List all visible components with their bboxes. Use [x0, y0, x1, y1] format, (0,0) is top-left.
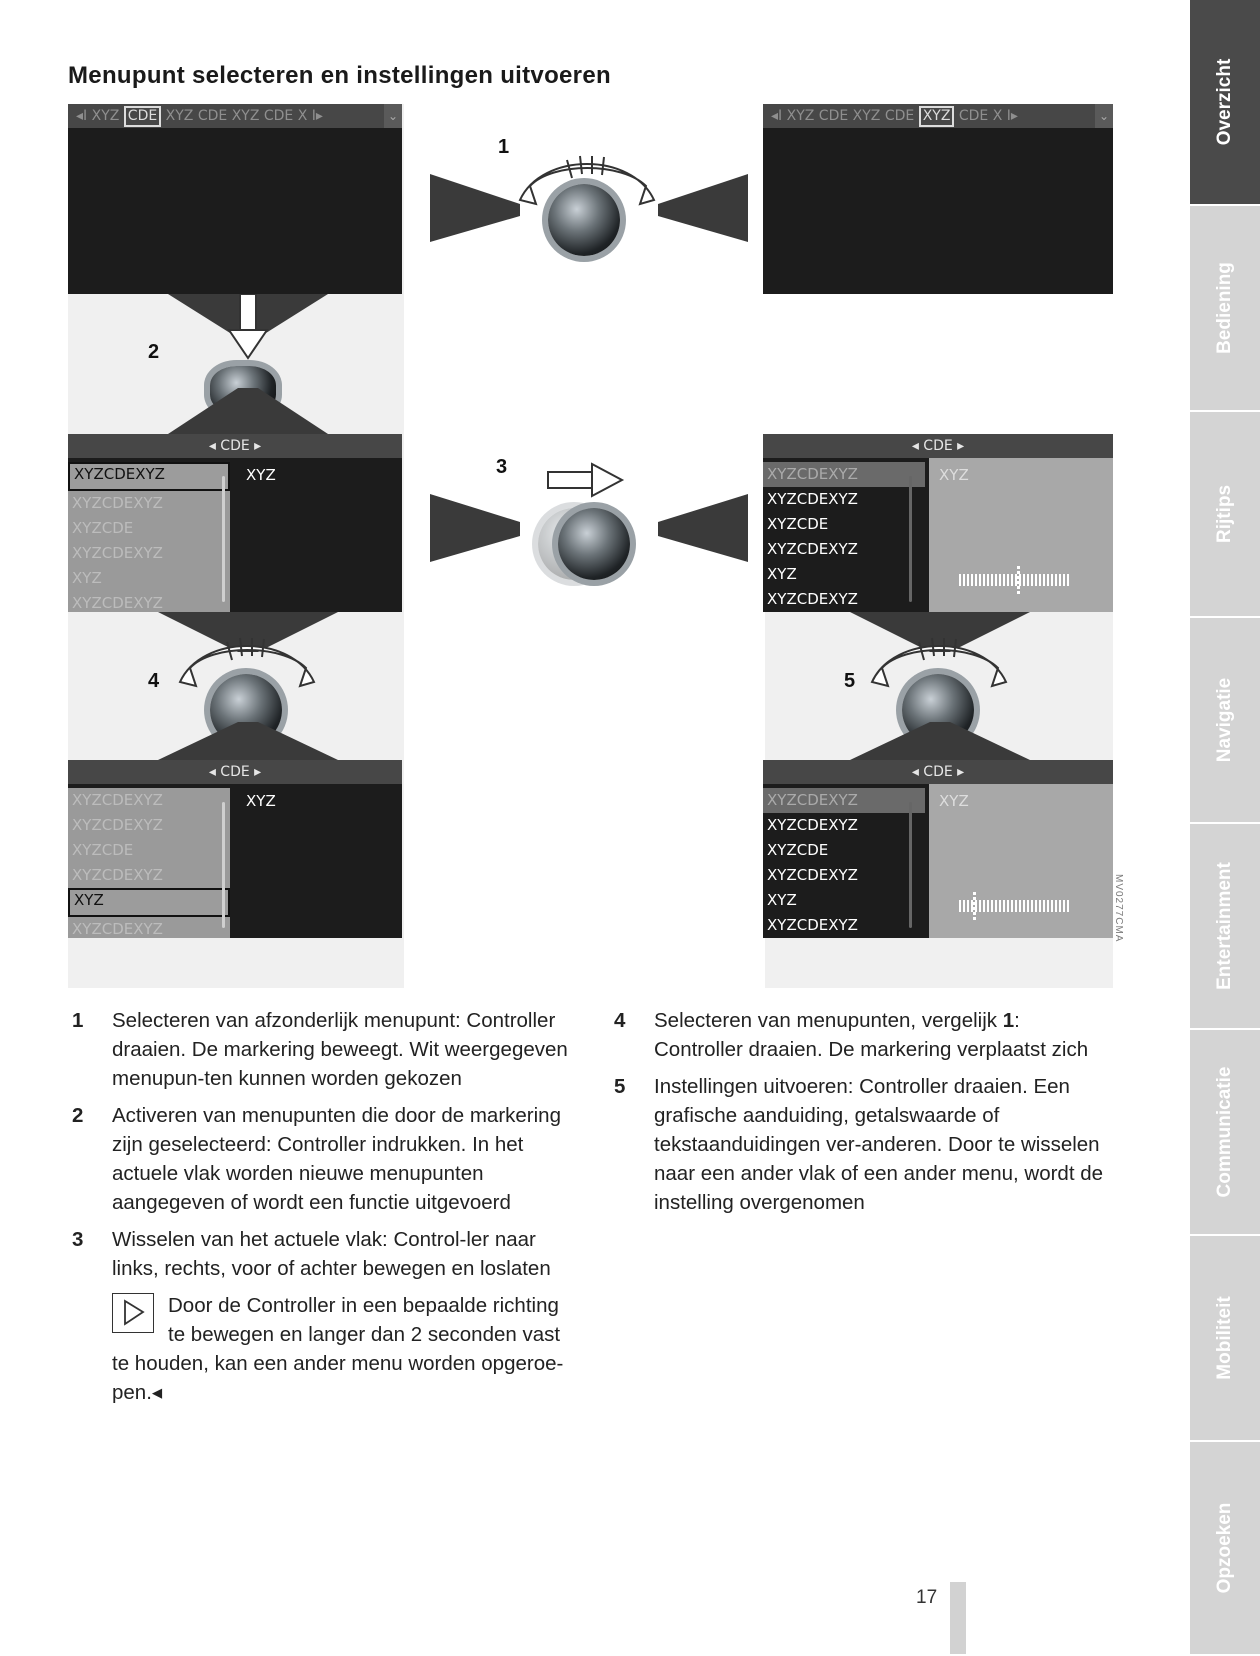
menu-bar-text: CDE X I▸: [954, 108, 1018, 124]
menu-bar: [763, 104, 1113, 128]
tab-navigatie[interactable]: [1190, 618, 1260, 824]
list-item[interactable]: XYZ: [68, 888, 230, 917]
menu-list: [763, 462, 925, 612]
value-pane: [236, 784, 402, 938]
entry-number: 3: [72, 1228, 84, 1251]
flare-bottom-icon: [850, 720, 1030, 760]
value-pane: [929, 784, 1113, 938]
value-slider[interactable]: [959, 574, 1069, 586]
figure-code: MV0277CMA: [1113, 874, 1124, 943]
entry-number: 2: [72, 1104, 84, 1127]
scroll-icon: ⌄: [384, 104, 402, 128]
tab-entertainment[interactable]: [1190, 824, 1260, 1030]
value-label: XYZ: [939, 466, 969, 484]
press-arrow-icon: [223, 294, 273, 364]
value-label: XYZ: [246, 466, 276, 484]
scrollbar[interactable]: [218, 464, 230, 612]
tab-label: Bediening: [1214, 262, 1235, 354]
list-item[interactable]: XYZCDEXYZ: [767, 540, 858, 558]
note-block: [70, 1291, 570, 1407]
step-number-3: 3: [496, 456, 508, 478]
tab-label: Mobiliteit: [1214, 1296, 1235, 1380]
list-entry: [70, 1006, 570, 1093]
step-number-4: 4: [148, 670, 160, 692]
list-item[interactable]: XYZCDE: [767, 515, 829, 533]
page-title: Menupunt selecteren en instellingen uitvoeren: [68, 62, 611, 89]
list-item[interactable]: XYZCDEXYZ: [72, 866, 163, 884]
list-item[interactable]: XYZCDEXYZ: [763, 462, 925, 487]
list-item[interactable]: XYZCDEXYZ: [767, 816, 858, 834]
entry-text: Wisselen van het actuele vlak: Control-ler naar links, rechts, voor of achter bewegen en loslaten: [112, 1228, 551, 1280]
step-number-2: 2: [148, 341, 160, 363]
submenu-header: ◂ CDE ▸: [763, 760, 1113, 784]
list-item[interactable]: XYZCDEXYZ: [763, 788, 925, 813]
tab-rijtips[interactable]: [1190, 412, 1260, 618]
submenu-header: ◂ CDE ▸: [68, 760, 402, 784]
controller-figure: [68, 104, 1124, 988]
list-item[interactable]: XYZCDEXYZ: [767, 916, 858, 934]
entry-text: Selecteren van afzonderlijk menupunt: Controller draaien. De markering beweegt. Wit weergegeven menupun-ten kunnen worden gekozen: [112, 1009, 568, 1090]
step-number-1: 1: [498, 136, 510, 158]
tab-label: Rijtips: [1214, 484, 1235, 544]
flare-right-icon: [658, 484, 748, 564]
tab-overzicht[interactable]: [1190, 0, 1260, 206]
screen-6: [763, 760, 1113, 938]
entry-number: 4: [614, 1009, 626, 1032]
text-column-left: [70, 1006, 570, 1407]
scrollbar[interactable]: [905, 464, 917, 612]
page-number: 17: [916, 1587, 938, 1608]
scrollbar[interactable]: [905, 790, 917, 938]
entry-text: Instellingen uitvoeren: Controller draaien. Een grafische aanduiding, getalswaarde of tekstaanduidingen ver-anderen. Door te wisselen naar een ander vlak of een ander menu, wordt de instelling overgenomen: [654, 1075, 1104, 1214]
screen-3: [68, 434, 402, 612]
value-pane: [929, 458, 1113, 612]
flare-bottom-icon: [168, 384, 328, 434]
note-arrow-icon: [112, 1293, 154, 1333]
list-item[interactable]: XYZCDEXYZ: [767, 590, 858, 608]
list-item[interactable]: XYZCDEXYZ: [72, 494, 163, 512]
tab-opzoeken[interactable]: [1190, 1442, 1260, 1656]
text-column-right: [612, 1006, 1112, 1225]
list-entry: [612, 1006, 1112, 1064]
entry-number: 1: [72, 1009, 84, 1032]
list-entry: [612, 1072, 1112, 1217]
submenu-header: ◂ CDE ▸: [68, 434, 402, 458]
tab-label: Entertainment: [1214, 862, 1235, 990]
list-entry: [70, 1225, 570, 1283]
list-item[interactable]: XYZCDEXYZ: [767, 490, 858, 508]
list-item[interactable]: XYZCDE: [767, 841, 829, 859]
chapter-tabs: [1190, 0, 1260, 1654]
entry-reference: 1: [1002, 1009, 1015, 1032]
page-strip: [950, 1582, 966, 1654]
menu-bar-selected: CDE: [124, 106, 161, 127]
tab-label: Communicatie: [1214, 1066, 1235, 1198]
flare-left-icon: [430, 164, 520, 244]
step-number-5: 5: [844, 670, 856, 692]
scroll-icon: ⌄: [1095, 104, 1113, 128]
menu-list: [763, 788, 925, 938]
list-item[interactable]: XYZCDEXYZ: [767, 866, 858, 884]
list-item[interactable]: XYZCDEXYZ: [72, 920, 163, 938]
note-text: Door de Controller in een bepaalde richting te bewegen en langer dan 2 seconden vast te houden, kan een ander menu worden opgeroe-pen.◂: [112, 1294, 564, 1404]
value-label: XYZ: [246, 792, 276, 810]
list-item[interactable]: XYZCDEXYZ: [72, 544, 163, 562]
screen-4: [763, 434, 1113, 612]
screen-1: [68, 104, 402, 294]
value-label: XYZ: [939, 792, 969, 810]
flare-left-icon: [430, 484, 520, 564]
move-arrow-icon: [546, 460, 626, 500]
menu-list: [68, 462, 230, 612]
value-slider[interactable]: [959, 900, 1069, 912]
tab-label: Navigatie: [1214, 677, 1235, 763]
tab-label: Opzoeken: [1214, 1502, 1235, 1594]
slider-handle[interactable]: [973, 892, 976, 920]
menu-list: [68, 788, 230, 938]
scrollbar[interactable]: [218, 790, 230, 938]
controller-knob-icon: [558, 508, 630, 580]
flare-right-icon: [658, 164, 748, 244]
entry-text: Selecteren van menupunten, vergelijk: [654, 1009, 1003, 1032]
list-item[interactable]: XYZ: [767, 565, 797, 583]
entry-text: : Controller draaien. De markering verplaatst zich: [654, 1009, 1089, 1061]
slider-handle[interactable]: [1017, 566, 1020, 594]
controller-knob-icon: [548, 184, 620, 256]
list-item[interactable]: XYZCDE: [72, 841, 134, 859]
submenu-header: ◂ CDE ▸: [763, 434, 1113, 458]
list-item[interactable]: XYZCDEXYZ: [72, 594, 163, 612]
list-entry: [70, 1101, 570, 1217]
tab-mobiliteit[interactable]: [1190, 1236, 1260, 1442]
screen-5: [68, 760, 402, 938]
value-pane: [236, 458, 402, 612]
menu-bar-text: XYZ CDE XYZ CDE X I▸: [161, 108, 323, 124]
tab-bediening[interactable]: [1190, 206, 1260, 412]
menu-bar-selected: XYZ: [919, 106, 955, 127]
menu-bar-text: ◂I XYZ: [76, 108, 124, 124]
list-item[interactable]: XYZ: [767, 891, 797, 909]
list-item[interactable]: XYZCDEXYZ: [72, 816, 163, 834]
screen-2: [763, 104, 1113, 294]
menu-bar-text: ◂I XYZ CDE XYZ CDE: [771, 108, 919, 124]
flare-bottom-icon: [158, 720, 338, 760]
tab-label: Overzicht: [1214, 58, 1235, 146]
menu-bar: [68, 104, 402, 128]
list-item[interactable]: XYZCDE: [72, 519, 134, 537]
entry-text: Activeren van menupunten die door de markering zijn geselecteerd: Controller indrukken. In het actuele vlak worden nieuwe menupunten aangegeven of wordt een functie uitgevoerd: [112, 1104, 561, 1214]
list-item[interactable]: XYZCDEXYZ: [72, 791, 163, 809]
entry-number: 5: [614, 1075, 626, 1098]
list-item[interactable]: XYZ: [72, 569, 102, 587]
tab-communicatie[interactable]: [1190, 1030, 1260, 1236]
list-item[interactable]: XYZCDEXYZ: [68, 462, 230, 491]
